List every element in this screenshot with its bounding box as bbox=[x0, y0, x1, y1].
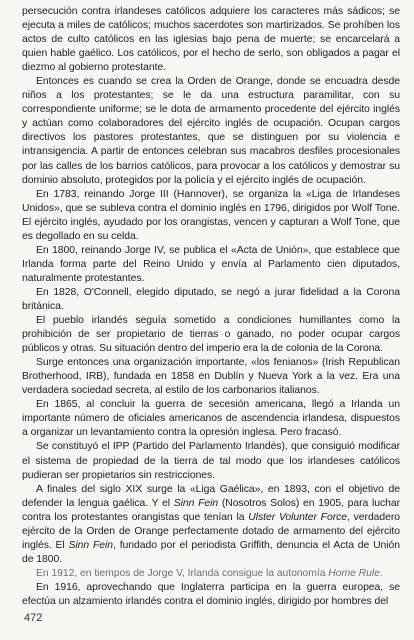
paragraph: Entonces es cuando se crea la Orden de Orange, donde se encuadra desde niños a los protestantes; se le da una estructura paramilitar, con su correspondiente uniforme; se le dota de armamento procedente del ejército inglés y actúan como colaboradores del ejército inglés de ocupación. Ocupan cargos directivos los pastores protestantes, que se distinguen por su violencia e intransigencia. A partir de entonces celebran sus macabros desfiles procesionales por las calles de los barrios católicos, para provocar a los católicos y demostrar su dominio absoluto, protegidos por la policía y el ejército inglés de ocupación. bbox=[22, 76, 400, 186]
paragraph: El pueblo irlandés seguía sometido a condiciones humillantes como la prohibición de ser propietario de tierras o ganado, no poder ocupar cargos públicos y otras. Su situación dentro del imperio era la de colonia de la Corona. bbox=[22, 315, 400, 355]
paragraph: A finales del siglo XIX surge la «Liga Gaélica», en 1893, con el objetivo de defender la lengua gaélica. Y el Sinn Fein (Nosotros Solos) en 1905, para luchar contra los protestantes orangistas que tenían la Ulster Volunter Force, verdadero ejército de la Orden de Orange perfectamente dotado de armamento del ejército inglés. El Sinn Fein, fundado por el periodista Griffith, denuncia el Acta de Unión de 1800. bbox=[22, 483, 401, 565]
paragraph: persecución contra irlandeses católicos adquiere los caracteres más sádicos; se ejecuta a miles de católicos; muchos sacerdotes son martirizados. Se prohíben los actos de culto católicos en las iglesias bajo pena de muerte; se encarcelará a quien hable gaélico. Los católicos, por el hecho de serlo, son obligados a pagar el diezmo al gobierno protestante. bbox=[22, 6, 400, 74]
paragraph: Se constituyó el IPP (Partido del Parlamento Irlandés), que consiguió modificar el sistema de propiedad de la tierra de tal modo que los irlandeses católicos pudieran ser propietarios sin restricciones. bbox=[22, 441, 400, 481]
paragraph: En 1865, al concluir la guerra de secesión americana, llegó a Irlanda un importante número de oficiales americanos de ascendencia irlandesa, dispuestos a organizar un levantamiento contra la opresión inglesa. Pero fracasó. bbox=[22, 399, 400, 439]
paragraph: En 1800, reinando Jorge IV, se publica el «Acta de Unión», que establece que Irlanda forma parte del Reino Unido y envía al Parlamento cien diputados, naturalmente protestantes. bbox=[22, 244, 400, 284]
paragraph: En 1828, O'Connell, elegido diputado, se negó a jurar fidelidad a la Corona británica. bbox=[22, 286, 400, 312]
paragraph: En 1912, en tiempos de Jorge V, Irlanda consigue la autonomía Home Rule. bbox=[36, 567, 383, 579]
paragraph: En 1783, reinando Jorge III (Hannover), se organiza la «Liga de Irlandeses Unidos», que se subleva contra el dominio inglés en 1796, dirigidos por Wolf Tone. El ejército inglés, ayudado por los orangistas, vencen y capturan a Wolf Tone, que es degollado en su celda. bbox=[22, 188, 400, 242]
paragraph: Surge entonces una organización importante, «los fenianos» (Irish Republican Brotherhood, IRB), fundada en 1858 en Dublín y Nueva York a la vez. Era una verdadera sociedad secreta, al estilo de los carbonarios italianos. bbox=[22, 357, 400, 397]
page-body bbox=[22, 5, 400, 609]
paragraph: En 1916, aprovechando que Inglaterra participa en la guerra europea, se efectúa un alzamiento irlandés contra el dominio inglés, dirigido por hombres del bbox=[22, 581, 400, 607]
page-number: 472 bbox=[24, 612, 43, 624]
